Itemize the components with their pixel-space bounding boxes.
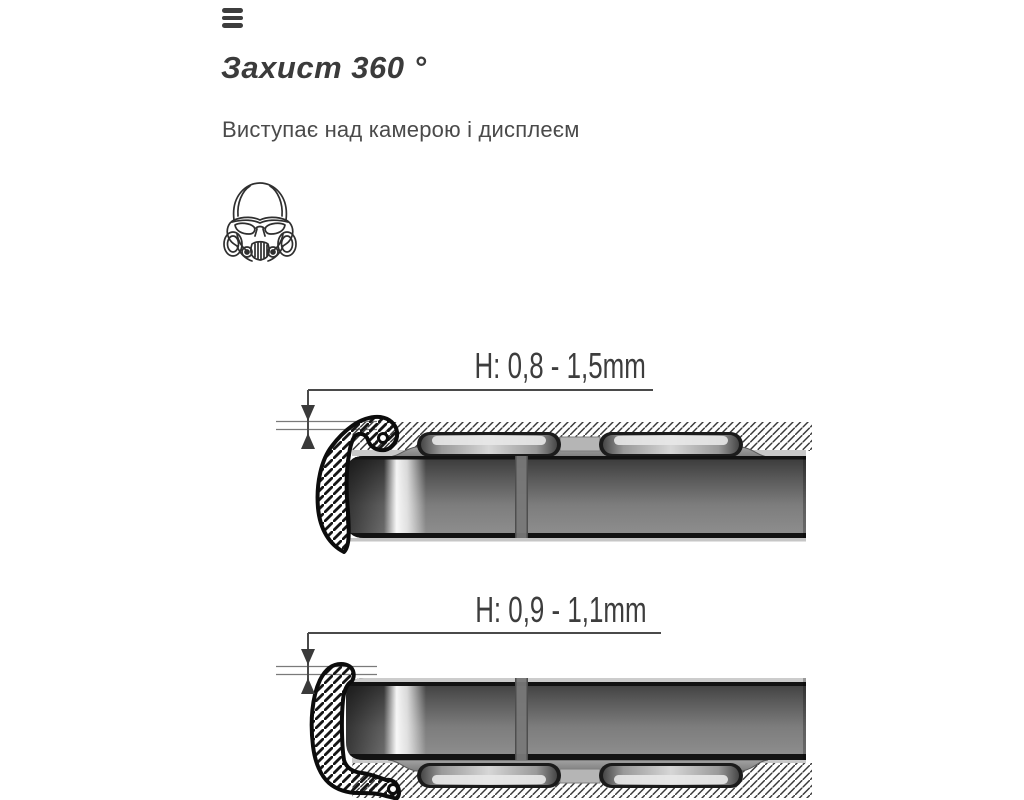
camera-lens xyxy=(417,763,561,788)
display-edge-strip xyxy=(350,538,806,542)
dimension-label-front: H: 0,9 - 1,1mm xyxy=(475,589,647,631)
camera-lens xyxy=(599,763,743,788)
camera-lens xyxy=(599,432,743,457)
phone-body xyxy=(346,678,806,760)
page-subtitle: Виступає над камерою і дисплеєм xyxy=(222,117,580,142)
arrow-down-icon xyxy=(301,405,315,421)
arrow-up-icon xyxy=(301,678,315,694)
camera-gap-block xyxy=(560,769,600,783)
camera-gap-block xyxy=(560,437,600,451)
camera-lens xyxy=(417,432,561,457)
dimension-label-back: H: 0,8 - 1,5mm xyxy=(474,345,646,387)
diagram-front-view xyxy=(276,590,812,799)
page-title: Захист 360 ° xyxy=(221,50,427,85)
arrow-up-icon xyxy=(301,433,315,449)
arrow-down-icon xyxy=(301,649,315,665)
diagram-back-view xyxy=(276,346,812,552)
phone-body xyxy=(346,456,806,542)
